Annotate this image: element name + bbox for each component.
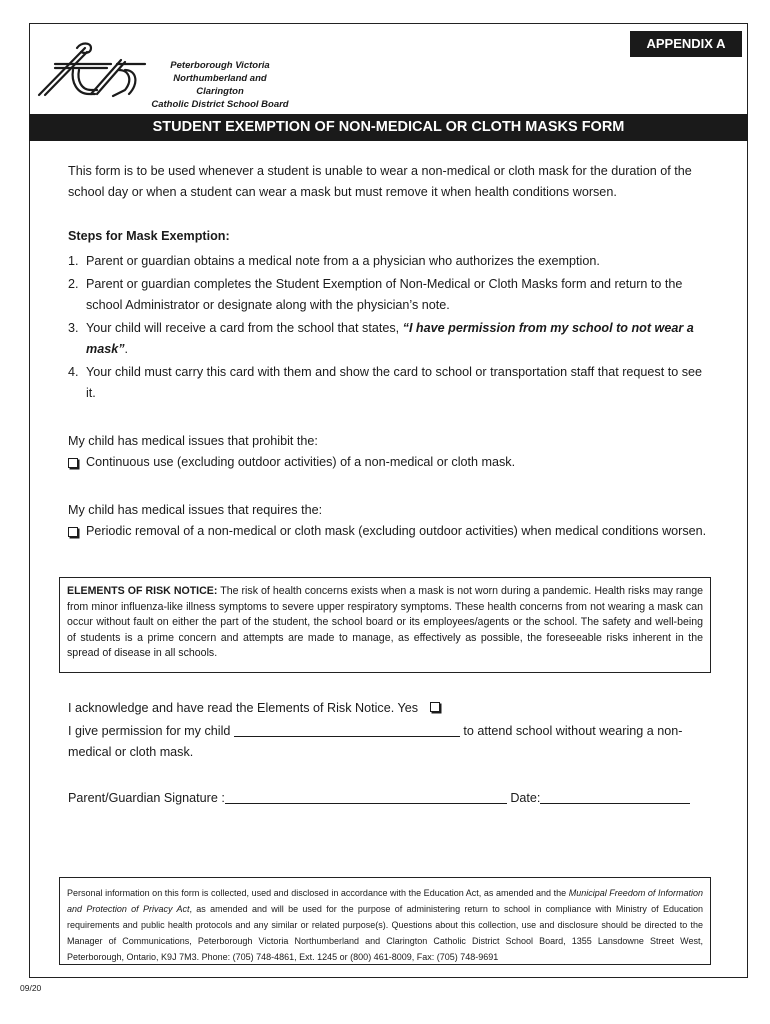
step-text: Parent or guardian obtains a medical note from a a physician who authorizes the exemption. <box>86 254 600 268</box>
step-number: 3. <box>68 321 79 335</box>
step-item <box>68 251 708 272</box>
acknowledge-line <box>68 698 708 719</box>
form-title: STUDENT EXEMPTION OF NON-MEDICAL OR CLOTH MASKS FORM <box>29 114 748 141</box>
board-name-line2: Northumberland and Clarington <box>173 73 267 97</box>
acknowledge-text: I acknowledge and have read the Elements of Risk Notice. Yes <box>68 701 419 715</box>
continuous-use-text: Continuous use (excluding outdoor activities) of a non-medical or cloth mask. <box>86 455 516 469</box>
step-item <box>68 362 708 404</box>
step-number: 2. <box>68 277 79 291</box>
signature-line <box>68 788 708 809</box>
step-text-tail: . <box>124 342 129 356</box>
date-label: Date: <box>510 791 541 805</box>
risk-notice-box <box>59 577 711 673</box>
steps-heading: Steps for Mask Exemption: <box>68 229 230 243</box>
intro-paragraph: This form is to be used whenever a student is unable to wear a non-medical or cloth mask for the duration of the school day or when a student can wear a mask but must remove it when health conditions worsen. <box>68 164 692 199</box>
school-board-name <box>150 59 290 111</box>
permission-text-before: I give permission for my child <box>68 724 231 738</box>
risk-notice-text: The risk of health concerns exists when a mask is not worn during a pandemic. Health risks may range from minor influenza-like illness symptoms to severe upper respiratory symptoms. These health concerns from not wearing a mask can occur without fault on either the part of the student, the school board or its employees/agents or the school. The safety and well-being of students is a prime concern and attempts are made to manage, as effectively as possible, the foreseeable risks inherent in the spread of disease in all schools. <box>67 585 703 660</box>
prohibit-section <box>68 431 708 473</box>
step-number: 4. <box>68 365 79 379</box>
periodic-removal-text: Periodic removal of a non-medical or cloth mask (excluding outdoor activities) when medical conditions worsen. <box>86 524 707 538</box>
form-revision-code: 09/20 <box>20 983 42 993</box>
date-field[interactable] <box>540 789 690 804</box>
step-number: 1. <box>68 254 79 268</box>
board-name-line3: Catholic District School Board <box>151 99 289 110</box>
signature-field[interactable] <box>225 789 507 804</box>
child-name-field[interactable] <box>234 722 460 737</box>
card-quote: “I have permission from my school to not wear a mask” <box>86 321 694 356</box>
step-item <box>68 318 708 360</box>
continuous-use-option <box>68 452 708 473</box>
school-board-logo <box>33 40 148 100</box>
appendix-label: APPENDIX A <box>630 31 742 57</box>
step-text: Your child will receive a card from the school that states, <box>86 321 403 335</box>
step-text: Your child must carry this card with them and show the card to school or transportation staff that request to see it. <box>86 365 703 400</box>
periodic-removal-option <box>68 521 708 542</box>
requires-label: My child has medical issues that requires the: <box>68 503 323 517</box>
step-text: Parent or guardian completes the Student Exemption of Non-Medical or Cloth Masks form and return to the school Administrator or designate along with the physician’s note. <box>86 277 683 312</box>
privacy-notice-box <box>59 877 711 965</box>
risk-notice-label: ELEMENTS OF RISK NOTICE: <box>67 585 218 597</box>
continuous-use-checkbox[interactable] <box>68 458 78 468</box>
board-name-line1: Peterborough Victoria <box>170 60 270 71</box>
privacy-text-part2: , as amended and will be used for the purpose of administering return to school in compliance with Ministry of Education requirements and public health protocols and any similar or related purpose(s). Questions about this collection, use and disclosure should be directed to the Manager of Communications, Peterborough Victoria Northumberland and Clarington Catholic District School Board, 1355 Lansdowne Street West, Peterborough, Ontario, K9J 7M3. Phone: (705) 748-4861, Ext. 1245 or (800) 461-8009, Fax: (705) 748-9691 <box>67 904 703 962</box>
steps-list <box>68 251 708 406</box>
periodic-removal-checkbox[interactable] <box>68 527 78 537</box>
signature-label: Parent/Guardian Signature : <box>68 791 225 805</box>
privacy-act-name: Municipal Freedom of Information and Protection of Privacy Act <box>67 888 703 914</box>
prohibit-label: My child has medical issues that prohibit the: <box>68 434 318 448</box>
permission-text-after: to attend school without wearing a non-medical or cloth mask. <box>68 724 683 759</box>
privacy-text-part1: Personal information on this form is collected, used and disclosed in accordance with the Education Act, as amended and the <box>67 888 569 898</box>
requires-section <box>68 500 708 542</box>
permission-line <box>68 721 708 763</box>
step-item <box>68 274 708 316</box>
acknowledge-yes-checkbox[interactable] <box>430 702 440 712</box>
